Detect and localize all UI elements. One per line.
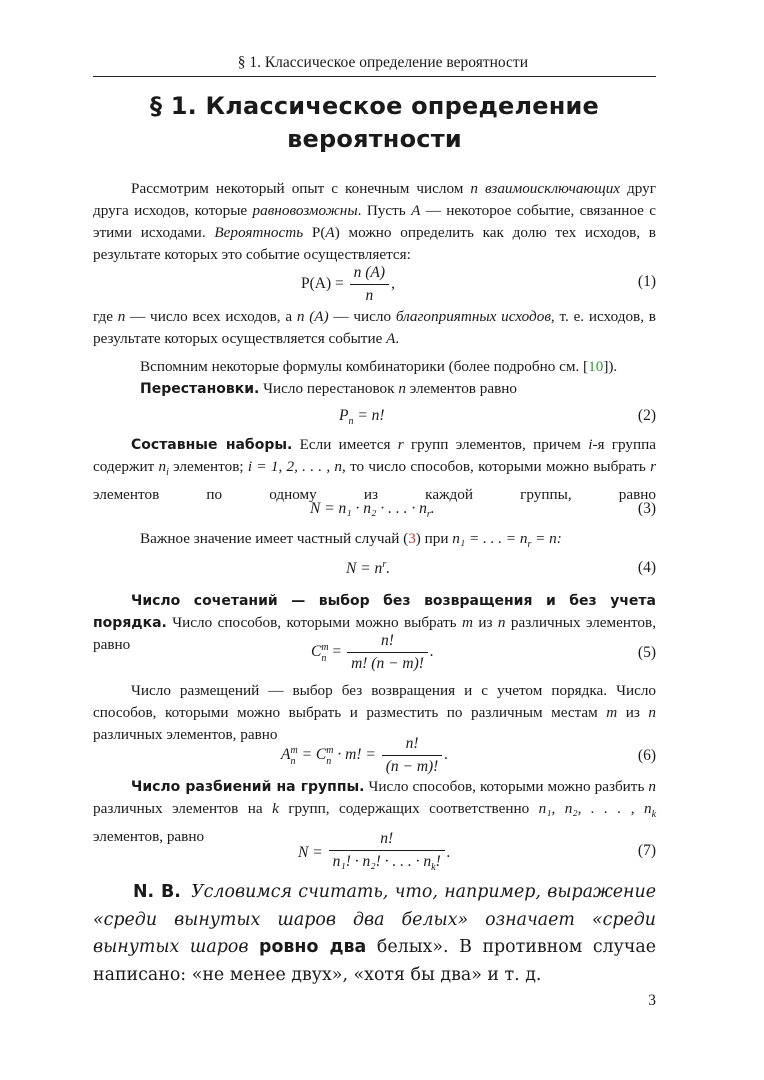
composite-heading: Составные наборы. — [131, 437, 293, 453]
equation-4: $N = n^r$. (4) — [346, 559, 656, 578]
eq1-fraction: $\frac{n (A)}{n}$ — [350, 264, 389, 305]
equation-7: N = $\frac{n!}{n_1! \cdot n_2! \cdot . . . \cdot n_k!}$ . (7) — [93, 830, 656, 870]
running-header: § 1. Классическое определение вероятности — [93, 54, 656, 77]
eq1-lhs: P(A) = — [301, 275, 344, 293]
citation-link[interactable]: 10 — [588, 358, 604, 375]
eq5-number: (5) — [637, 644, 656, 661]
special-case-paragraph: Важное значение имеет частный случай (3) при n₁ = . . . = $n_r = n$: — [140, 530, 562, 551]
section-title-line-2: вероятности — [287, 125, 462, 153]
eq6-fraction: $\frac{n!}{(n - m)!}$ — [382, 735, 443, 776]
equation-1: P(A) = $\frac{n (A)}{n}$ , (1) — [301, 264, 656, 304]
term-equally-likely: равновозможны — [252, 202, 358, 219]
var-n: n — [470, 180, 478, 197]
equation-6: A m n = C m n · m! = $\frac{n!}{(n - m)!}$ . (6) — [281, 735, 656, 775]
section-title-line-1: § 1. Классическое определение — [149, 92, 600, 120]
term-mutually-exclusive: взаимоисключающих — [485, 180, 621, 197]
eq7-fraction: $\frac{n!}{n_1! \cdot n_2! \cdot . . . \cdot n_k!}$ — [329, 830, 445, 877]
composite-paragraph: Составные наборы. Если имеется r групп элементов, причем i-я группа содержит $n_i$ элементов; i = 1, 2, . . . , n, то число способов, которыми можно выбрать r элементов по одному из каждой группы, равно — [93, 436, 657, 504]
combinatorics-paragraph: Вспомним некоторые формулы комбинаторики (более подробно см. [10]). — [140, 358, 618, 375]
term-favorable: благоприятных исходов — [395, 308, 551, 325]
event-a: A — [325, 224, 335, 241]
permutations-heading: Перестановки. — [140, 381, 260, 397]
combinations-heading: Число сочетаний — выбор без возвращения и без учета порядка. — [93, 593, 656, 631]
combinations-paragraph: Число сочетаний — выбор без возвращения и без учета порядка. Число способов, которыми можно выбрать m из n различных элементов, равно — [93, 593, 656, 653]
partitions-paragraph: Число разбиений на группы. Число способов, которыми можно разбить n различных элементов на k групп, содержащих соответственно n₁, n₂, . . . , $n_k$ элементов, равно — [93, 778, 657, 846]
eq4-number: (4) — [637, 559, 656, 576]
eq7-number: (7) — [637, 842, 656, 859]
intro-paragraph: Рассмотрим некоторый опыт с конечным числом n взаимоисключающих друг друга исходов, которые равновозможны. Пусть A — некоторое событие, связанное с этими исходами. Вероятность P(A) можно определить как долю тех исходов, в результате которых это событие осуществляется: — [93, 180, 657, 263]
equation-3: N = n₁ · n₂ · . . . · $n_r$. (3) — [310, 500, 656, 521]
note-block: N. B. Условимся считать, что, например, выражение «среди вынутых шаров два белых» означает «среди вынутых шаров ровно два белых». В противном случае написано: «не менее двух», «хотя бы два» и т. д. — [93, 882, 656, 985]
section-title — [93, 90, 656, 156]
eq6-number: (6) — [637, 747, 656, 764]
permutations-paragraph: Перестановки. Число перестановок n элементов равно — [140, 380, 517, 397]
eq3-number: (3) — [637, 500, 656, 517]
page-number: 3 — [648, 992, 656, 1009]
page — [93, 0, 656, 1080]
equation-ref-link[interactable]: 3 — [408, 530, 416, 547]
partitions-heading: Число разбиений на группы. — [131, 779, 365, 795]
equation-2: $P_n = n$! (2) — [339, 407, 656, 428]
definition-paragraph: где n — число всех исходов, а n (A) — число благоприятных исходов, т. е. исходов, в результате которых осуществляется событие A. — [93, 308, 656, 347]
event-a: A — [411, 202, 421, 219]
note-label: N. B. — [133, 882, 181, 902]
arrangements-paragraph: Число размещений — выбор без возвращения и с учетом порядка. Число способов, которыми можно выбрать и разместить по различным местам m из n различных элементов, равно — [93, 682, 656, 743]
term-probability: Вероятность — [214, 224, 304, 241]
eq5-fraction: $\frac{n!}{m! (n - m)!}$ — [347, 632, 428, 673]
eq2-number: (2) — [637, 407, 656, 424]
eq1-number: (1) — [637, 273, 656, 290]
equation-5: C m n = $\frac{n!}{m! (n - m)!}$ . (5) — [311, 632, 656, 672]
note-emphasis: ровно два — [259, 937, 367, 957]
